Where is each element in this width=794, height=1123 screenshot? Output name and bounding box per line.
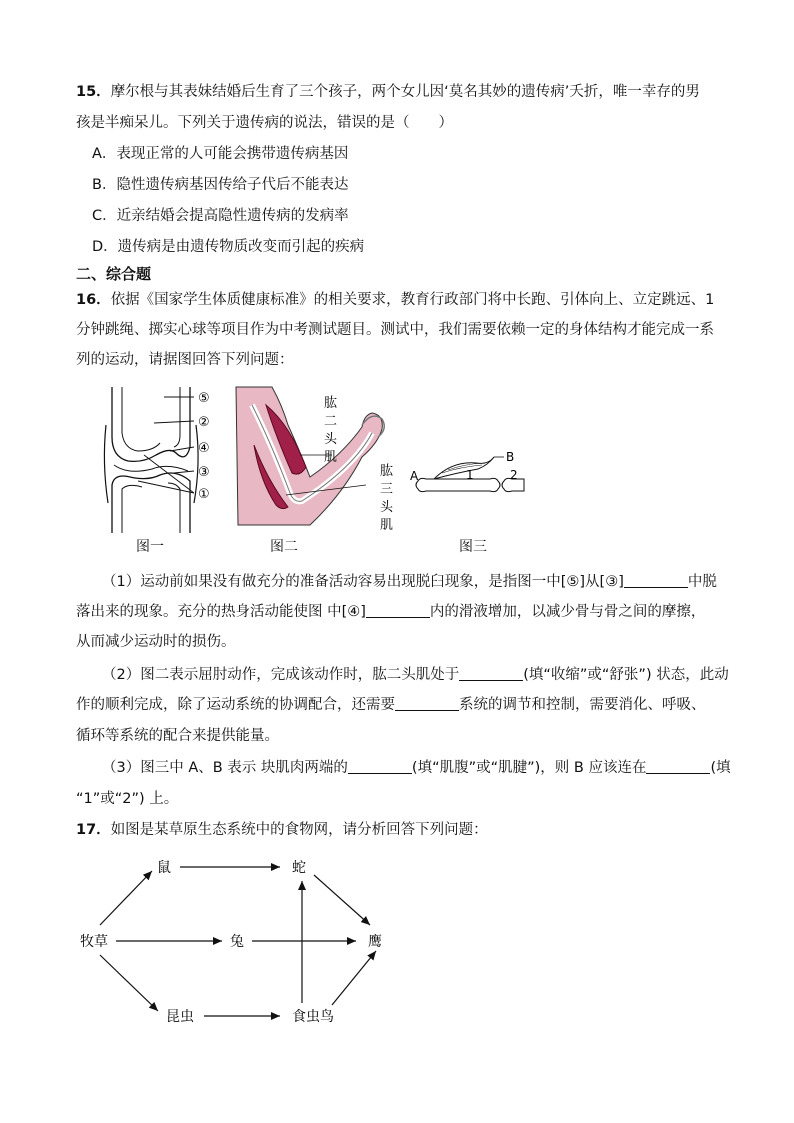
q15-option-d: D．遗传病是由遗传物质改变而引起的疾病 xyxy=(92,239,365,255)
q15-option-b: B．隐性遗传病基因传给子代后不能表达 xyxy=(92,177,349,193)
answer-blank[interactable] xyxy=(348,759,412,774)
fig3-label-2: 2 xyxy=(510,468,518,482)
figure1-joint-diagram xyxy=(98,385,220,535)
answer-blank[interactable] xyxy=(459,666,523,681)
node-rabbit: 兔 xyxy=(230,934,244,950)
fig1-label-5: ⑤ xyxy=(198,391,210,406)
answer-blank[interactable] xyxy=(395,696,459,711)
figure2-arm-diagram xyxy=(232,385,410,530)
q16-part1-line1: （1）运动前如果没有做充分的准备活动容易出现脱臼现象，是指图一中[⑤]从[③] 中脱 xyxy=(102,574,717,590)
fig2-biceps-char1: 肱 xyxy=(324,396,338,411)
node-eagle: 鹰 xyxy=(368,934,382,950)
q16-part1-line2: 落出来的现象。充分的热身活动能使图 中[④] 内的滑液增加，以减少骨与骨之间的摩擦， xyxy=(76,604,706,620)
fig2-biceps-char3: 头 xyxy=(324,432,338,447)
fig3-label-a: A xyxy=(410,469,419,483)
q15-stem-line2: 孩是半痴呆儿。下列关于遗传病的说法，错误的是（ ） xyxy=(76,115,453,131)
q15-option-a: A．表现正常的人可能会携带遗传病基因 xyxy=(92,146,349,162)
fig2-caption: 图二 xyxy=(270,539,298,555)
node-mouse: 鼠 xyxy=(157,860,171,876)
q16-part3-line1: （3）图三中 A、B 表示 块肌肉两端的 (填“肌腹”或“肌腱”)，则 B 应该连在 (填 xyxy=(102,760,731,776)
q16-part1-line3: 从而减少运动时的损伤。 xyxy=(76,634,236,650)
q16-stem-line3: 列的运动，请据图回答下列问题： xyxy=(76,352,294,368)
fig2-triceps-char2: 三 xyxy=(380,482,394,497)
q16-number: 16． xyxy=(76,292,111,308)
q17-stem: 17．如图是某草原生态系统中的食物网，请分析回答下列问题： xyxy=(76,822,488,838)
q16-part2-line1: （2）图二表示屈肘动作，完成该动作时，肱二头肌处于 (填“收缩”或“舒张”) 状态，此动 xyxy=(102,667,729,683)
fig2-biceps-char2: 二 xyxy=(324,414,338,429)
node-insect: 昆虫 xyxy=(166,1009,194,1025)
fig1-caption: 图一 xyxy=(136,539,164,555)
answer-blank[interactable] xyxy=(624,573,688,588)
q15-stem-line1: 15．摩尔根与其表妹结婚后生育了三个孩子，两个女儿因‘莫名其妙的遗传病’夭折，唯一幸存的男 xyxy=(76,84,700,100)
fig1-label-2: ② xyxy=(198,415,210,430)
fig2-biceps-char4: 肌 xyxy=(324,450,338,465)
fig1-label-1: ① xyxy=(198,487,210,502)
food-web-diagram xyxy=(70,845,400,1035)
q16-stem-line2: 分钟跳绳、掷实心球等项目作为中考测试题目。测试中，我们需要依赖一定的身体结构才能完成一系 xyxy=(76,322,714,338)
fig2-triceps-char3: 头 xyxy=(380,500,394,515)
q16-part2-line3: 循环等系统的配合来提供能量。 xyxy=(76,728,279,744)
fig2-triceps-char1: 肱 xyxy=(380,464,394,479)
fig3-label-1: 1 xyxy=(466,468,474,482)
node-grass: 牧草 xyxy=(80,934,108,950)
q16-part3-line2: “1”或“2”) 上。 xyxy=(76,791,179,807)
fig2-triceps-char4: 肌 xyxy=(380,518,394,530)
fig3-label-b: B xyxy=(506,450,515,464)
fig1-label-4: ④ xyxy=(198,441,210,456)
fig3-caption: 图三 xyxy=(459,539,487,555)
section-heading: 二、综合题 xyxy=(76,265,152,283)
q16-stem-line1: 16．依据《国家学生体质健康标准》的相关要求，教育行政部门将中长跑、引体向上、立定跳远、1 xyxy=(76,292,715,308)
fig1-label-3: ③ xyxy=(198,465,210,480)
q17-number: 17． xyxy=(76,822,111,838)
node-snake: 蛇 xyxy=(292,860,306,876)
q16-part2-line2: 作的顺利完成，除了运动系统的协调配合，还需要 系统的调节和控制，需要消化、呼吸、 xyxy=(76,697,706,713)
q15-number: 15． xyxy=(76,84,111,100)
answer-blank[interactable] xyxy=(366,603,430,618)
answer-blank[interactable] xyxy=(646,759,710,774)
figure3-muscle-diagram xyxy=(408,445,526,505)
node-bird: 食虫鸟 xyxy=(292,1009,334,1025)
q15-option-c: C．近亲结婚会提高隐性遗传病的发病率 xyxy=(92,208,349,224)
